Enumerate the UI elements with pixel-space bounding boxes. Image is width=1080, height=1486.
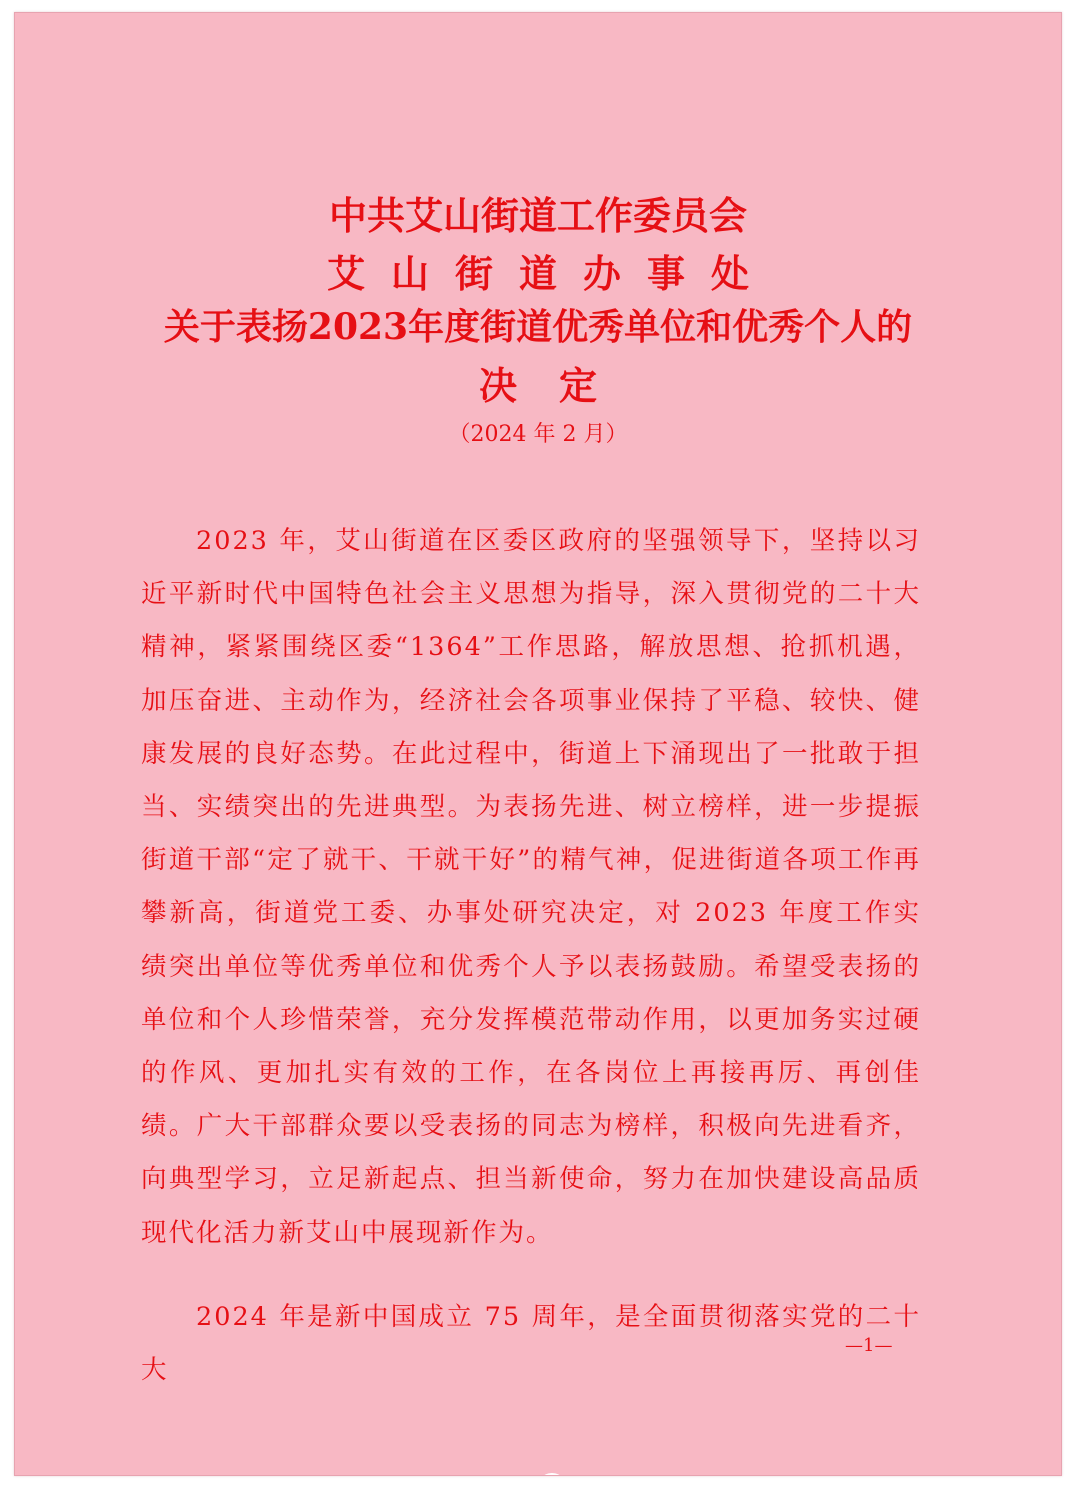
body-paragraph-1: 2023 年，艾山街道在区委区政府的坚强领导下，坚持以习近平新时代中国特色社会主义思想为指导，深入贯彻党的二十大精神，紧紧围绕区委“1364”工作思路，解放思想、抢抓机遇，加压奋进、主动作为，经济社会各项事业保持了平稳、较快、健康发展的良好态势。在此过程中，街道上下涌现出了一批敢于担当、实绩突出的先进典型。为表扬先进、树立榜样，进一步提振街道干部“定了就干、干就干好”的精气神，促进街道各项工作再攀新高，街道党工委、办事处研究决定，对 2023 年度工作实绩突出单位等优秀单位和优秀个人予以表扬鼓励。希望受表扬的单位和个人珍惜荣誉，充分发挥模范带动作用，以更加务实过硬的作风、更加扎实有效的工作，在各岗位上再接再厉、再创佳绩。广大干部群众要以受表扬的同志为榜样，积极向先进看齐，向典型学习，立足新起点、担当新使命，努力在加快建设高品质现代化活力新艾山中展现新作为。	[141, 526, 921, 1248]
title-line-3: 关于表扬2023年度街道优秀单位和优秀个人的	[163, 306, 913, 348]
document-page	[14, 12, 1062, 1476]
body-paragraph-2: 2024 年是新中国成立 75 周年，是全面贯彻落实党的二十大	[141, 1302, 921, 1386]
page-number: —1—	[845, 1335, 893, 1356]
binding-hole	[543, 1473, 561, 1476]
title-line-1: 中共艾山街道工作委员会	[328, 193, 747, 238]
document-date: （2024 年 2 月）	[448, 422, 628, 447]
title-line-2: 艾山街道办事处	[326, 251, 775, 296]
title-line-4: 决定	[478, 363, 639, 408]
